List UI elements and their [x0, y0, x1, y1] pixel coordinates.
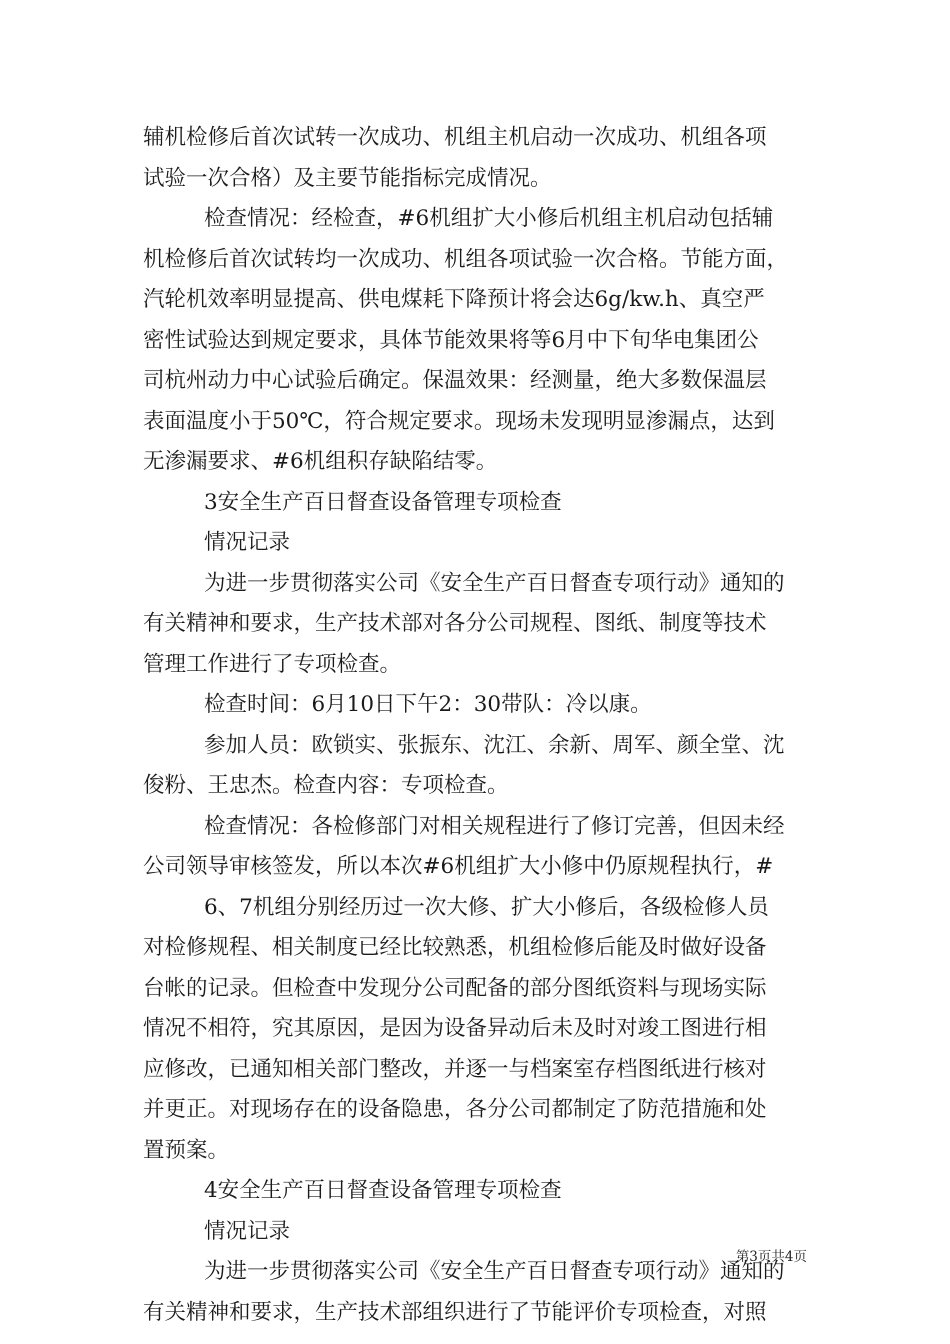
text-line: 为进一步贯彻落实公司《安全生产百日督查专项行动》通知的: [204, 1259, 785, 1284]
text-line: 并更正。对现场存在的设备隐患，各分公司都制定了防范措施和处: [143, 1097, 767, 1122]
text-line: 试验一次合格）及主要节能指标完成情况。: [143, 165, 552, 191]
text-line: 情况不相符，究其原因，是因为设备异动后未及时对竣工图进行相: [143, 1016, 767, 1041]
text-line: 有关精神和要求，生产技术部对各分公司规程、图纸、制度等技术: [143, 611, 767, 636]
text-line: 司杭州动力中心试验后确定。保温效果：经测量，绝大多数保温层: [143, 368, 767, 393]
section-subheading: 情况记录: [204, 530, 291, 555]
text-line: 表面温度小于50℃，符合规定要求。现场未发现明显渗漏点，达到: [143, 408, 775, 434]
text-line: 俊粉、王忠杰。检查内容：专项检查。: [143, 773, 509, 798]
text-line: 管理工作进行了专项检查。: [143, 651, 402, 677]
text-line: 检查情况：经检查，#6机组扩大小修后机组主机启动包括辅: [204, 206, 774, 231]
text-line: 密性试验达到规定要求，具体节能效果将等6月中下旬华电集团公: [143, 327, 759, 353]
section-heading: 3安全生产百日督查设备管理专项检查: [204, 489, 562, 515]
text-line: 对检修规程、相关制度已经比较熟悉，机组检修后能及时做好设备: [143, 935, 767, 960]
text-line: 辅机检修后首次试转一次成功、机组主机启动一次成功、机组各项: [143, 125, 767, 150]
text-line: 6、7机组分别经历过一次大修、扩大小修后，各级检修人员: [204, 894, 769, 920]
text-line: 应修改，已通知相关部门整改，并逐一与档案室存档图纸进行核对: [143, 1056, 767, 1082]
text-line: 参加人员：欧锁实、张振东、沈江、余新、周军、颜全堂、沈: [204, 732, 785, 758]
text-line: 检查时间：6月10日下午2：30带队：冷以康。: [204, 692, 652, 717]
section-heading: 4安全生产百日督查设备管理专项检查: [204, 1178, 562, 1203]
text-line: 有关精神和要求，生产技术部组织进行了节能评价专项检查，对照: [143, 1299, 767, 1325]
text-line: 公司领导审核签发，所以本次#6机组扩大小修中仍原规程执行，#: [143, 854, 774, 879]
text-line: 置预案。: [143, 1137, 230, 1163]
text-line: 台帐的记录。但检查中发现分公司配备的部分图纸资料与现场实际: [143, 975, 767, 1001]
text-line: 汽轮机效率明显提高、供电煤耗下降预计将会达6g/kw.h、真空严: [143, 287, 765, 312]
document-body: [143, 118, 811, 1333]
text-line: 为进一步贯彻落实公司《安全生产百日督查专项行动》通知的: [204, 570, 785, 596]
text-line: 无渗漏要求、#6机组积存缺陷结零。: [143, 449, 498, 474]
text-line: 检查情况：各检修部门对相关规程进行了修订完善，但因未经: [204, 813, 785, 839]
section-subheading: 情况记录: [204, 1218, 291, 1244]
text-line: 机检修后首次试转均一次成功、机组各项试验一次合格。节能方面，: [143, 246, 789, 272]
page-number: 第3页共4页: [735, 1249, 807, 1265]
